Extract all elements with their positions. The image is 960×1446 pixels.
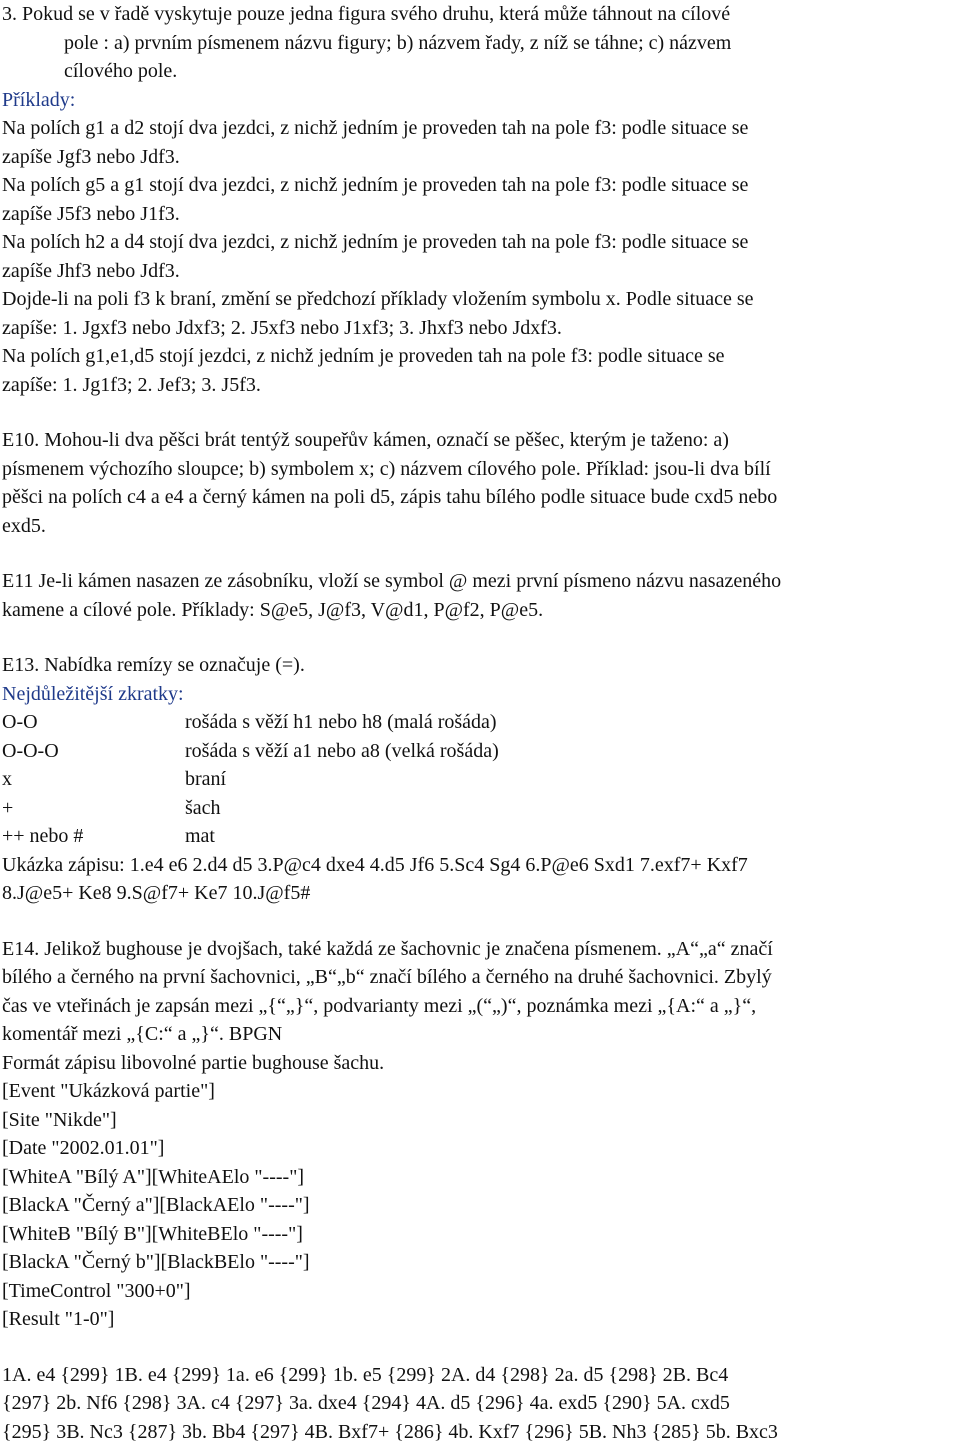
e13-section <box>2 651 960 908</box>
item-3-line-1: 3. Pokud se v řadě vyskytuje pouze jedna figura svého druhu, která může táhnout na cílové <box>2 0 960 29</box>
abbreviation-meaning: rošáda s věží a1 nebo a8 (velká rošáda) <box>185 737 499 766</box>
e11-section <box>2 567 960 624</box>
e14-section <box>2 935 960 1446</box>
abbreviation-row <box>2 794 960 823</box>
e11-line: kamene a cílové pole. Příklady: S@e5, J@f3, V@d1, P@f2, P@e5. <box>2 596 960 625</box>
pgn-header-line: [Event "Ukázková partie"] <box>2 1077 960 1106</box>
abbreviations-heading: Nejdůležitější zkratky: <box>2 680 960 709</box>
pgn-moves <box>2 1361 960 1446</box>
examples-section <box>2 86 960 400</box>
pgn-header-line: [Result "1-0"] <box>2 1305 960 1334</box>
abbreviation-row <box>2 737 960 766</box>
pgn-header-line: [Date "2002.01.01"] <box>2 1134 960 1163</box>
example-line: Dojde-li na poli f3 k braní, změní se předchozí příklady vložením symbolu x. Podle situace se <box>2 285 960 314</box>
pgn-headers <box>2 1077 960 1334</box>
example-line: Na polích h2 a d4 stojí dva jezdci, z nichž jedním je proveden tah na pole f3: podle situace se <box>2 228 960 257</box>
e10-line: pěšci na polích c4 a e4 a černý kámen na poli d5, zápis tahu bílého podle situace bude cxd5 nebo <box>2 483 960 512</box>
pgn-header-line: [TimeControl "300+0"] <box>2 1277 960 1306</box>
pgn-moves-line: {297} 2b. Nf6 {298} 3A. c4 {297} 3a. dxe4 {294} 4A. d5 {296} 4a. exd5 {290} 5A. cxd5 <box>2 1389 960 1418</box>
abbreviation-meaning: rošáda s věží h1 nebo h8 (malá rošáda) <box>185 708 497 737</box>
abbreviation-symbol: x <box>2 765 185 794</box>
example-line: zapíše Jhf3 nebo Jdf3. <box>2 257 960 286</box>
sample-notation-line: Ukázka zápisu: 1.e4 e6 2.d4 d5 3.P@c4 dxe4 4.d5 Jf6 5.Sc4 Sg4 6.P@e6 Sxd1 7.exf7+ Kxf7 <box>2 851 960 880</box>
e10-section <box>2 426 960 540</box>
abbreviation-row <box>2 708 960 737</box>
e10-line: E10. Mohou-li dva pěšci brát tentýž soupeřův kámen, označí se pěšec, kterým je taženo: a) <box>2 426 960 455</box>
e14-line: komentář mezi „{C:“ a „}“. BPGN <box>2 1020 960 1049</box>
spacer <box>2 1334 960 1361</box>
e14-line: čas ve vteřinách je zapsán mezi „{“„}“, podvarianty mezi „(“„)“, poznámka mezi „{A:“ a „}“, <box>2 992 960 1021</box>
abbreviation-row <box>2 822 960 851</box>
e14-line: Formát zápisu libovolné partie bughouse šachu. <box>2 1049 960 1078</box>
abbreviations-table <box>2 708 960 851</box>
abbreviation-meaning: šach <box>185 794 221 823</box>
abbreviation-symbol: O-O-O <box>2 737 185 766</box>
spacer <box>2 908 960 935</box>
example-line: zapíše Jgf3 nebo Jdf3. <box>2 143 960 172</box>
examples-heading: Příklady: <box>2 86 960 115</box>
pgn-moves-line: 1A. e4 {299} 1B. e4 {299} 1a. e6 {299} 1b. e5 {299} 2A. d4 {298} 2a. d5 {298} 2B. Bc4 <box>2 1361 960 1390</box>
example-line: zapíše J5f3 nebo J1f3. <box>2 200 960 229</box>
pgn-header-line: [BlackA "Černý b"][BlackBElo "----"] <box>2 1248 960 1277</box>
e11-line: E11 Je-li kámen nasazen ze zásobníku, vloží se symbol @ mezi první písmeno názvu nasazeného <box>2 567 960 596</box>
item-3-line-3: cílového pole. <box>2 57 960 86</box>
abbreviation-meaning: braní <box>185 765 226 794</box>
example-line: Na polích g1 a d2 stojí dva jezdci, z nichž jedním je proveden tah na pole f3: podle situace se <box>2 114 960 143</box>
pgn-header-line: [WhiteB "Bílý B"][WhiteBElo "----"] <box>2 1220 960 1249</box>
pgn-header-line: [BlackA "Černý a"][BlackAElo "----"] <box>2 1191 960 1220</box>
spacer <box>2 540 960 567</box>
pgn-header-line: [WhiteA "Bílý A"][WhiteAElo "----"] <box>2 1163 960 1192</box>
e10-line: exd5. <box>2 512 960 541</box>
spacer <box>2 624 960 651</box>
abbreviation-symbol: + <box>2 794 185 823</box>
example-line: zapíše: 1. Jg1f3; 2. Jef3; 3. J5f3. <box>2 371 960 400</box>
e14-line: E14. Jelikož bughouse je dvojšach, také každá ze šachovnic je značena písmenem. „A“„a“ značí <box>2 935 960 964</box>
abbreviation-symbol: O-O <box>2 708 185 737</box>
item-3-section <box>2 0 960 86</box>
e13-line: E13. Nabídka remízy se označuje (=). <box>2 651 960 680</box>
abbreviation-meaning: mat <box>185 822 215 851</box>
pgn-header-line: [Site "Nikde"] <box>2 1106 960 1135</box>
example-line: Na polích g5 a g1 stojí dva jezdci, z nichž jedním je proveden tah na pole f3: podle situace se <box>2 171 960 200</box>
example-line: Na polích g1,e1,d5 stojí jezdci, z nichž jedním je proveden tah na pole f3: podle situace se <box>2 342 960 371</box>
pgn-moves-line: {295} 3B. Nc3 {287} 3b. Bb4 {297} 4B. Bxf7+ {286} 4b. Kxf7 {296} 5B. Nh3 {285} 5b. Bxc3 <box>2 1418 960 1446</box>
abbreviation-symbol: ++ nebo # <box>2 822 185 851</box>
abbreviation-row <box>2 765 960 794</box>
sample-notation-line: 8.J@e5+ Ke8 9.S@f7+ Ke7 10.J@f5# <box>2 879 960 908</box>
example-line: zapíše: 1. Jgxf3 nebo Jdxf3; 2. J5xf3 nebo J1xf3; 3. Jhxf3 nebo Jdxf3. <box>2 314 960 343</box>
e10-line: písmenem výchozího sloupce; b) symbolem x; c) názvem cílového pole. Příklad: jsou-li dva bílí <box>2 455 960 484</box>
e14-line: bílého a černého na první šachovnici, „B“„b“ značí bílého a černého na druhé šachovnici. Zbylý <box>2 963 960 992</box>
spacer <box>2 399 960 426</box>
item-3-line-2: pole : a) prvním písmenem názvu figury; b) názvem řady, z níž se táhne; c) názvem <box>2 29 960 58</box>
